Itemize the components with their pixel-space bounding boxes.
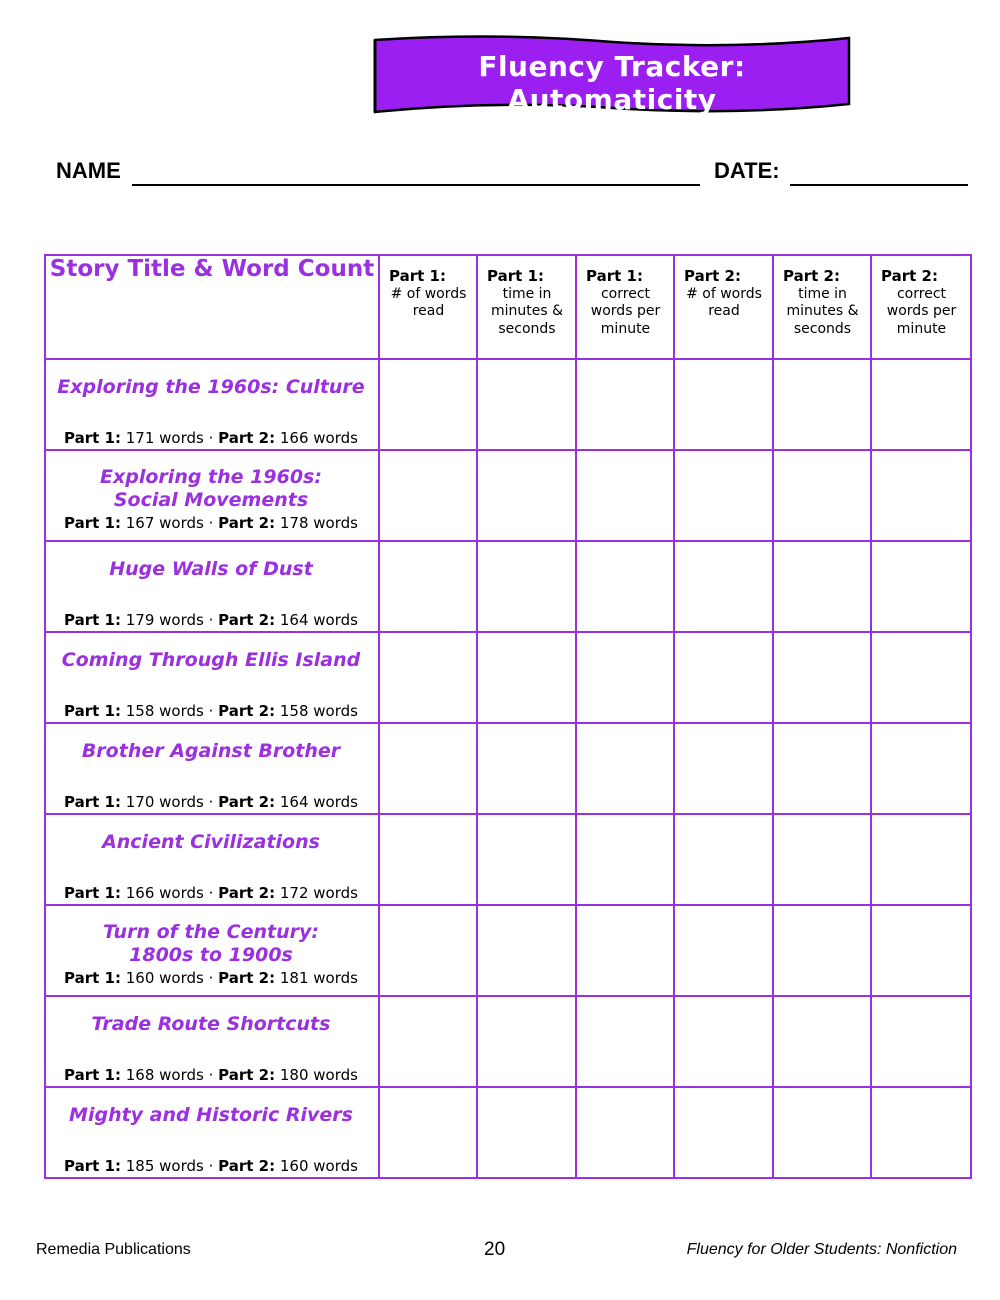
part2-label: Part 2: (218, 514, 276, 532)
story-title-line: Huge Walls of Dust (109, 558, 313, 580)
story-title-line: Trade Route Shortcuts (91, 1013, 331, 1035)
story-title (46, 1104, 376, 1127)
name-label: NAME (56, 158, 121, 183)
entry-cell[interactable] (477, 1087, 576, 1178)
entry-cell[interactable] (871, 632, 971, 723)
story-title-line: 1800s to 1900s (129, 944, 293, 966)
word-count: Part 1: 179 words · Part 2: 164 words (64, 611, 358, 629)
table-row (45, 1087, 971, 1178)
part2-words: 172 words (279, 884, 358, 902)
part2-label: Part 2: (218, 611, 276, 629)
story-title-line: Mighty and Historic Rivers (69, 1104, 353, 1126)
story-title (46, 740, 376, 763)
part2-words: 164 words (279, 611, 358, 629)
entry-cell[interactable] (871, 359, 971, 450)
column-part: Part 2: (684, 267, 741, 285)
entry-cell[interactable] (773, 996, 871, 1087)
table-row (45, 996, 971, 1087)
table-row (45, 541, 971, 632)
story-cell (45, 632, 379, 723)
column-part: Part 2: (881, 267, 938, 285)
word-count: Part 1: 185 words · Part 2: 160 words (64, 1157, 358, 1175)
entry-cell[interactable] (379, 450, 477, 541)
entry-cell[interactable] (576, 450, 674, 541)
entry-cell[interactable] (871, 996, 971, 1087)
entry-cell[interactable] (477, 723, 576, 814)
entry-cell[interactable] (379, 359, 477, 450)
entry-cell[interactable] (379, 723, 477, 814)
story-title-line: Exploring the 1960s: Culture (57, 376, 365, 398)
table-header-row (45, 255, 971, 359)
part1-words: 170 words (125, 793, 204, 811)
part1-label: Part 1: (64, 884, 121, 902)
entry-cell[interactable] (576, 541, 674, 632)
entry-cell[interactable] (871, 1087, 971, 1178)
table-row (45, 814, 971, 905)
entry-cell[interactable] (576, 1087, 674, 1178)
part2-label: Part 2: (218, 429, 276, 447)
column-header (674, 255, 773, 359)
story-title-line: Ancient Civilizations (102, 831, 320, 853)
entry-cell[interactable] (773, 723, 871, 814)
story-cell (45, 996, 379, 1087)
entry-cell[interactable] (477, 541, 576, 632)
part2-words: 181 words (279, 969, 358, 987)
entry-cell[interactable] (379, 541, 477, 632)
table-row (45, 632, 971, 723)
story-cell (45, 1087, 379, 1178)
story-title-line: Exploring the 1960s: (100, 466, 322, 488)
part1-words: 179 words (125, 611, 204, 629)
column-header (576, 255, 674, 359)
story-cell (45, 905, 379, 996)
entry-cell[interactable] (477, 450, 576, 541)
entry-cell[interactable] (871, 723, 971, 814)
column-desc: time in minutes & seconds (490, 285, 564, 337)
column-part: Part 1: (586, 267, 643, 285)
entry-cell[interactable] (674, 723, 773, 814)
word-count: Part 1: 167 words · Part 2: 178 words (64, 514, 358, 532)
entry-cell[interactable] (379, 1087, 477, 1178)
name-date-row (56, 158, 968, 188)
part1-label: Part 1: (64, 1157, 121, 1175)
story-title-line: Social Movements (113, 489, 309, 511)
entry-cell[interactable] (871, 541, 971, 632)
word-count: Part 1: 158 words · Part 2: 158 words (64, 702, 358, 720)
story-cell (45, 450, 379, 541)
entry-cell[interactable] (477, 905, 576, 996)
part1-words: 166 words (125, 884, 204, 902)
entry-cell[interactable] (576, 723, 674, 814)
entry-cell[interactable] (379, 814, 477, 905)
column-desc: time in minutes & seconds (786, 285, 859, 337)
table-row (45, 905, 971, 996)
part1-words: 158 words (125, 702, 204, 720)
story-cell (45, 359, 379, 450)
table-row (45, 723, 971, 814)
table-row (45, 450, 971, 541)
entry-cell[interactable] (871, 814, 971, 905)
publisher-name: Remedia Publications (36, 1241, 191, 1258)
part1-words: 185 words (125, 1157, 204, 1175)
entry-cell[interactable] (477, 359, 576, 450)
story-title (46, 649, 376, 672)
entry-cell[interactable] (674, 996, 773, 1087)
column-desc: correct words per minute (590, 285, 661, 337)
story-cell (45, 541, 379, 632)
word-count: Part 1: 170 words · Part 2: 164 words (64, 793, 358, 811)
entry-cell[interactable] (576, 996, 674, 1087)
story-title-header: Story Title & Word Count (45, 255, 379, 359)
part1-words: 171 words (125, 429, 204, 447)
entry-cell[interactable] (773, 359, 871, 450)
column-desc: # of words read (686, 285, 762, 319)
column-part: Part 1: (389, 267, 446, 285)
name-field[interactable] (132, 184, 700, 186)
date-label: DATE: (714, 158, 780, 183)
fluency-table (44, 254, 972, 1179)
part2-words: 180 words (279, 1066, 358, 1084)
entry-cell[interactable] (576, 905, 674, 996)
part2-label: Part 2: (218, 1157, 276, 1175)
entry-cell[interactable] (477, 632, 576, 723)
table-row (45, 359, 971, 450)
part1-label: Part 1: (64, 793, 121, 811)
word-count: Part 1: 166 words · Part 2: 172 words (64, 884, 358, 902)
entry-cell[interactable] (674, 450, 773, 541)
page-title: Fluency Tracker: Automaticity (478, 50, 746, 116)
entry-cell[interactable] (674, 359, 773, 450)
entry-cell[interactable] (576, 814, 674, 905)
part2-label: Part 2: (218, 702, 276, 720)
story-title-line: Turn of the Century: (103, 921, 319, 943)
entry-cell[interactable] (477, 814, 576, 905)
title-banner (373, 30, 851, 116)
part2-label: Part 2: (218, 1066, 276, 1084)
story-title (46, 558, 376, 581)
entry-cell[interactable] (674, 1087, 773, 1178)
part1-label: Part 1: (64, 611, 121, 629)
part2-words: 160 words (279, 1157, 358, 1175)
column-part: Part 2: (783, 267, 840, 285)
part2-words: 178 words (279, 514, 358, 532)
entry-cell[interactable] (674, 905, 773, 996)
entry-cell[interactable] (379, 996, 477, 1087)
entry-cell[interactable] (773, 905, 871, 996)
date-field[interactable] (790, 184, 968, 186)
story-title (46, 376, 376, 399)
part2-words: 164 words (279, 793, 358, 811)
word-count: Part 1: 168 words · Part 2: 180 words (64, 1066, 358, 1084)
entry-cell[interactable] (773, 814, 871, 905)
entry-cell[interactable] (773, 541, 871, 632)
entry-cell[interactable] (871, 905, 971, 996)
part1-label: Part 1: (64, 969, 121, 987)
entry-cell[interactable] (379, 905, 477, 996)
part2-label: Part 2: (218, 793, 276, 811)
part2-label: Part 2: (218, 969, 276, 987)
part1-label: Part 1: (64, 1066, 121, 1084)
entry-cell[interactable] (773, 450, 871, 541)
word-count: Part 1: 171 words · Part 2: 166 words (64, 429, 358, 447)
entry-cell[interactable] (576, 632, 674, 723)
word-count: Part 1: 160 words · Part 2: 181 words (64, 969, 358, 987)
column-header (379, 255, 477, 359)
part2-words: 158 words (279, 702, 358, 720)
column-part: Part 1: (487, 267, 544, 285)
part1-words: 160 words (125, 969, 204, 987)
part1-label: Part 1: (64, 514, 121, 532)
entry-cell[interactable] (379, 632, 477, 723)
column-desc: correct words per minute (886, 285, 957, 337)
column-header (477, 255, 576, 359)
column-desc: # of words read (390, 285, 467, 319)
story-title (46, 921, 376, 967)
story-title (46, 1013, 376, 1036)
story-title-line: Coming Through Ellis Island (61, 649, 361, 671)
part2-label: Part 2: (218, 884, 276, 902)
story-cell (45, 814, 379, 905)
story-cell (45, 723, 379, 814)
story-title (46, 831, 376, 854)
story-title-line: Brother Against Brother (81, 740, 341, 762)
entry-cell[interactable] (576, 359, 674, 450)
entry-cell[interactable] (773, 632, 871, 723)
column-header (871, 255, 971, 359)
entry-cell[interactable] (871, 450, 971, 541)
page-number: 20 (484, 1239, 506, 1260)
book-title: Fluency for Older Students: Nonfiction (686, 1241, 957, 1258)
entry-cell[interactable] (674, 814, 773, 905)
part1-label: Part 1: (64, 702, 121, 720)
story-title (46, 466, 376, 512)
entry-cell[interactable] (674, 632, 773, 723)
column-header (773, 255, 871, 359)
part1-words: 168 words (125, 1066, 204, 1084)
part1-words: 167 words (125, 514, 204, 532)
entry-cell[interactable] (674, 541, 773, 632)
part1-label: Part 1: (64, 429, 121, 447)
entry-cell[interactable] (477, 996, 576, 1087)
entry-cell[interactable] (773, 1087, 871, 1178)
part2-words: 166 words (279, 429, 358, 447)
